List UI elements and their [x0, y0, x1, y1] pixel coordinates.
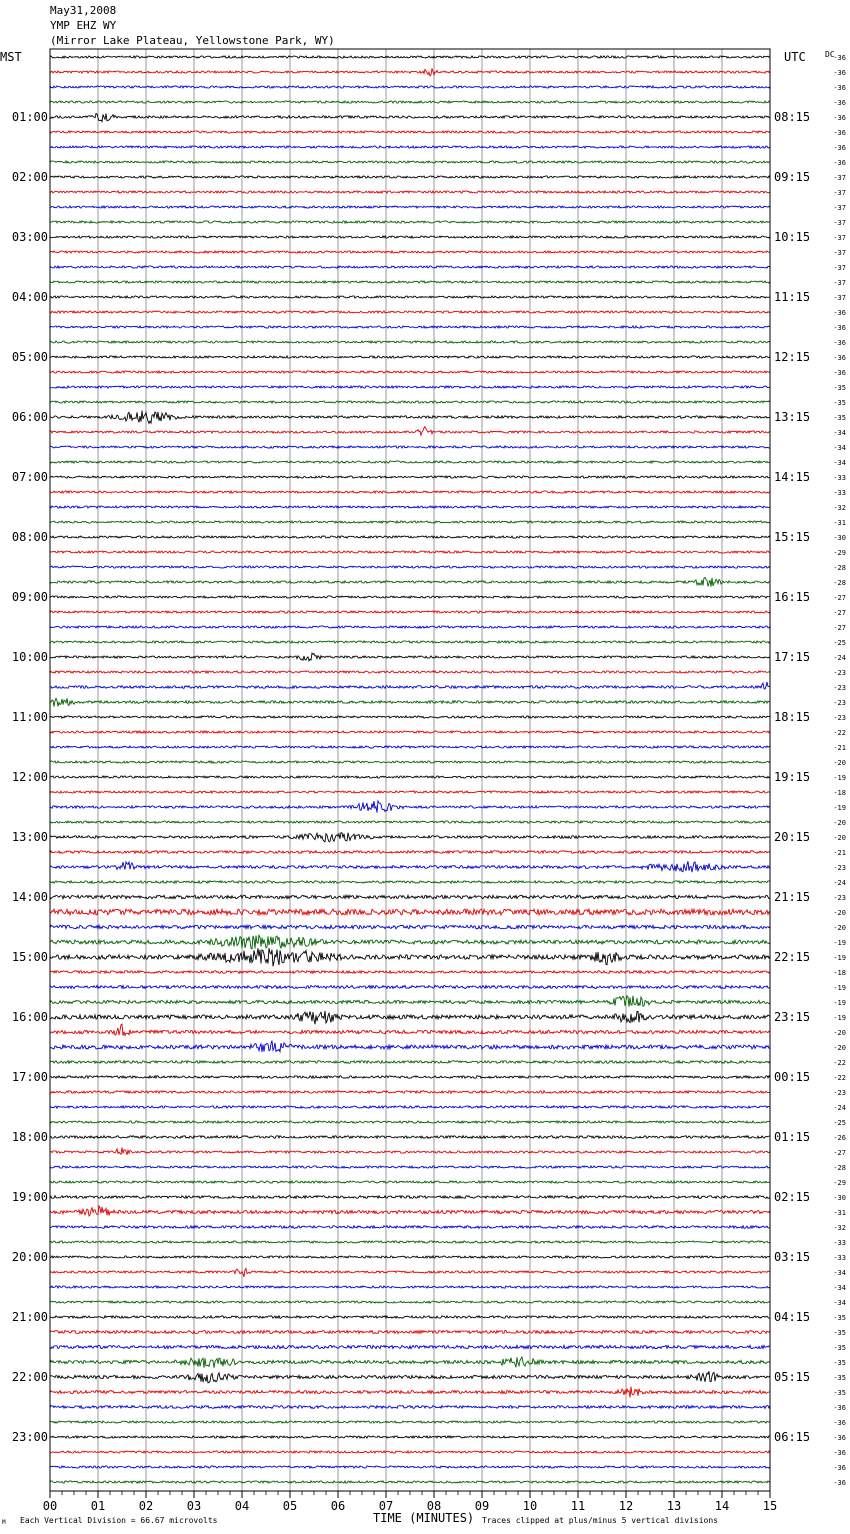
x-tick-label: 01: [90, 1499, 106, 1513]
utc-hour-label: 10:15: [774, 230, 811, 244]
mst-hour-label: 18:00: [11, 1130, 48, 1144]
seismic-trace: [50, 536, 770, 538]
dc-offset-label: -23: [833, 1089, 846, 1097]
seismic-trace: [50, 746, 770, 748]
seismic-trace: [50, 1371, 770, 1383]
utc-hour-label: 21:15: [774, 890, 811, 904]
x-tick-label: 07: [378, 1499, 394, 1513]
dc-offset-label: -36: [833, 1464, 846, 1472]
dc-offset-label: -36: [833, 159, 846, 167]
seismic-trace: [50, 114, 770, 122]
dc-offset-label: -23: [833, 714, 846, 722]
dc-offset-label: -33: [833, 1254, 846, 1262]
seismic-trace: [50, 101, 770, 103]
dc-offset-label: -31: [833, 1209, 846, 1217]
dc-offset-label: -31: [833, 519, 846, 527]
dc-offset-label: -19: [833, 1014, 846, 1022]
mst-hour-label: 05:00: [11, 350, 48, 364]
dc-offset-label: -36: [833, 324, 846, 332]
dc-offset-label: -36: [833, 84, 846, 92]
dc-offset-label: -37: [833, 234, 846, 242]
dc-offset-label: -32: [833, 1224, 846, 1232]
dc-offset-label: -21: [833, 849, 846, 857]
seismic-trace: [50, 1466, 770, 1468]
x-tick-label: 09: [474, 1499, 490, 1513]
seismic-trace: [50, 386, 770, 388]
seismic-trace: [50, 236, 770, 238]
seismic-trace: [50, 1241, 770, 1243]
dc-offset-label: -19: [833, 984, 846, 992]
mst-hour-label: 07:00: [11, 470, 48, 484]
dc-offset-label: -25: [833, 1119, 846, 1127]
mst-hour-label: 08:00: [11, 530, 48, 544]
dc-offset-label: -20: [833, 1029, 846, 1037]
dc-offset-label: -36: [833, 1434, 846, 1442]
seismic-trace: [50, 446, 770, 448]
dc-offset-label: -34: [833, 459, 846, 467]
seismic-trace: [50, 461, 770, 463]
dc-offset-label: -35: [833, 384, 846, 392]
dc-offset-label: -36: [833, 144, 846, 152]
dc-offset-label: -37: [833, 279, 846, 287]
mst-hour-label: 11:00: [11, 710, 48, 724]
mst-hour-label: 19:00: [11, 1190, 48, 1204]
utc-hour-label: 18:15: [774, 710, 811, 724]
x-tick-label: 00: [42, 1499, 58, 1513]
dc-offset-label: -20: [833, 924, 846, 932]
seismic-trace: [50, 1106, 770, 1108]
seismic-trace: [50, 935, 770, 949]
seismic-trace: [50, 716, 770, 718]
dc-offset-label: -20: [833, 759, 846, 767]
seismic-trace: [50, 341, 770, 343]
utc-hour-label: 14:15: [774, 470, 811, 484]
dc-offset-label: -28: [833, 579, 846, 587]
seismic-trace: [50, 1256, 770, 1258]
mst-hour-label: 02:00: [11, 170, 48, 184]
seismic-trace: [50, 146, 770, 148]
mst-hour-label: 01:00: [11, 110, 48, 124]
seismic-trace: [50, 176, 770, 178]
dc-offset-label: -35: [833, 1359, 846, 1367]
seismic-trace: [50, 1345, 770, 1348]
dc-offset-label: -36: [833, 1404, 846, 1412]
dc-offset-label: -24: [833, 879, 846, 887]
dc-offset-label: -34: [833, 444, 846, 452]
x-tick-label: 03: [186, 1499, 202, 1513]
seismic-trace: [50, 296, 770, 298]
utc-hour-label: 15:15: [774, 530, 811, 544]
dc-offset-label: -19: [833, 804, 846, 812]
seismic-trace: [50, 491, 770, 493]
seismic-trace: [50, 641, 770, 643]
dc-offset-label: -30: [833, 1194, 846, 1202]
seismic-trace: [50, 761, 770, 763]
seismic-trace: [50, 1147, 770, 1155]
utc-hour-label: 23:15: [774, 1010, 811, 1024]
seismic-trace: [50, 326, 770, 328]
dc-offset-label: -36: [833, 309, 846, 317]
seismic-trace: [50, 1121, 770, 1123]
seismic-trace: [50, 1011, 770, 1024]
dc-offset-label: -36: [833, 54, 846, 62]
seismic-trace: [50, 1061, 770, 1064]
seismic-trace: [50, 1166, 770, 1168]
seismic-trace: [50, 371, 770, 373]
seismic-trace: [50, 1286, 770, 1288]
dc-offset-label: -36: [833, 369, 846, 377]
seismic-trace: [50, 698, 770, 706]
utc-hour-label: 20:15: [774, 830, 811, 844]
dc-offset-label: -20: [833, 819, 846, 827]
seismic-trace: [50, 1076, 770, 1078]
x-tick-label: 14: [714, 1499, 730, 1513]
dc-offset-label: -27: [833, 609, 846, 617]
mst-hour-label: 21:00: [11, 1310, 48, 1324]
seismic-trace: [50, 791, 770, 793]
seismic-trace: [50, 671, 770, 673]
mst-hour-label: 09:00: [11, 590, 48, 604]
seismic-trace: [50, 895, 770, 899]
mst-hour-label: 06:00: [11, 410, 48, 424]
seismic-trace: [50, 311, 770, 313]
dc-offset-label: -36: [833, 1479, 846, 1487]
seismic-trace: [50, 1436, 770, 1438]
plot-date: May31,2008: [50, 4, 117, 17]
seismic-trace: [50, 356, 770, 358]
x-tick-label: 11: [570, 1499, 586, 1513]
utc-hour-label: 13:15: [774, 410, 811, 424]
seismic-trace: [50, 1136, 770, 1139]
dc-offset-label: -36: [833, 1419, 846, 1427]
seismic-trace: [50, 1406, 770, 1409]
seismic-trace: [50, 1357, 770, 1368]
plot-frame: [50, 49, 770, 1491]
seismic-trace: [50, 626, 770, 628]
x-tick-label: 05: [282, 1499, 298, 1513]
seismic-trace: [50, 996, 770, 1007]
dc-offset-label: -24: [833, 1104, 846, 1112]
dc-offset-label: -37: [833, 174, 846, 182]
dc-offset-label: -34: [833, 1284, 846, 1292]
x-tick-label: 04: [234, 1499, 250, 1513]
seismic-trace: [50, 1421, 770, 1423]
dc-label: DC: [825, 50, 835, 59]
mst-hour-label: 23:00: [11, 1430, 48, 1444]
mst-hour-label: 13:00: [11, 830, 48, 844]
dc-offset-label: -36: [833, 354, 846, 362]
dc-offset-label: -27: [833, 1149, 846, 1157]
seismic-trace: [50, 881, 770, 883]
dc-offset-label: -35: [833, 1389, 846, 1397]
utc-hour-label: 19:15: [774, 770, 811, 784]
seismic-trace: [50, 861, 770, 872]
seismic-trace: [50, 1268, 770, 1276]
dc-offset-label: -37: [833, 294, 846, 302]
mst-hour-label: 22:00: [11, 1370, 48, 1384]
seismic-trace: [50, 1481, 770, 1483]
dc-offset-label: -22: [833, 1059, 846, 1067]
utc-hour-label: 22:15: [774, 950, 811, 964]
utc-hour-label: 01:15: [774, 1130, 811, 1144]
seismic-trace: [50, 682, 770, 689]
seismic-trace: [50, 86, 770, 88]
seismic-trace: [50, 1226, 770, 1229]
mst-zone-label: MST: [0, 50, 22, 64]
seismic-trace: [50, 948, 770, 966]
dc-offset-label: -33: [833, 489, 846, 497]
dc-offset-label: -23: [833, 669, 846, 677]
utc-hour-label: 03:15: [774, 1250, 811, 1264]
seismic-trace: [50, 476, 770, 478]
dc-offset-label: -20: [833, 909, 846, 917]
seismic-trace: [50, 131, 770, 133]
dc-offset-label: -28: [833, 1164, 846, 1172]
utc-hour-label: 02:15: [774, 1190, 811, 1204]
seismic-trace: [50, 251, 770, 253]
seismic-trace: [50, 1387, 770, 1398]
dc-offset-label: -23: [833, 684, 846, 692]
seismic-trace: [50, 596, 770, 598]
seismic-trace: [50, 1206, 770, 1216]
seismic-trace: [50, 925, 770, 929]
seismic-trace: [50, 68, 770, 76]
x-tick-label: 13: [666, 1499, 682, 1513]
dc-offset-label: -37: [833, 219, 846, 227]
dc-offset-label: -18: [833, 969, 846, 977]
seismic-trace: [50, 191, 770, 193]
mst-hour-label: 20:00: [11, 1250, 48, 1264]
utc-hour-label: 12:15: [774, 350, 811, 364]
dc-offset-label: -35: [833, 1329, 846, 1337]
dc-offset-label: -36: [833, 99, 846, 107]
seismic-trace: [50, 427, 770, 436]
seismic-trace: [50, 909, 770, 915]
dc-offset-label: -36: [833, 69, 846, 77]
x-tick-label: 10: [522, 1499, 538, 1513]
seismic-trace: [50, 56, 770, 58]
mst-hour-label: 04:00: [11, 290, 48, 304]
seismic-trace: [50, 1330, 770, 1333]
dc-offset-label: -35: [833, 1344, 846, 1352]
seismic-trace: [50, 731, 770, 733]
dc-offset-label: -22: [833, 1074, 846, 1082]
seismic-trace: [50, 161, 770, 163]
seismic-trace: [50, 206, 770, 208]
station-code: YMP EHZ WY: [50, 19, 117, 32]
x-tick-label: 15: [762, 1499, 778, 1513]
dc-offset-label: -22: [833, 729, 846, 737]
dc-offset-label: -33: [833, 474, 846, 482]
dc-offset-label: -18: [833, 789, 846, 797]
dc-offset-label: -30: [833, 534, 846, 542]
x-tick-label: 12: [618, 1499, 634, 1513]
seismic-trace: [50, 266, 770, 268]
dc-offset-label: -37: [833, 249, 846, 257]
utc-hour-label: 06:15: [774, 1430, 811, 1444]
mst-hour-label: 03:00: [11, 230, 48, 244]
dc-offset-label: -35: [833, 414, 846, 422]
seismic-trace: [50, 971, 770, 974]
scale-note: Each Vertical Division = 66.67 microvolts: [20, 1516, 218, 1525]
x-tick-label: 02: [138, 1499, 154, 1513]
dc-offset-label: -20: [833, 1044, 846, 1052]
utc-zone-label: UTC: [784, 50, 806, 64]
seismic-trace: [50, 521, 770, 523]
utc-hour-label: 17:15: [774, 650, 811, 664]
dc-offset-label: -21: [833, 744, 846, 752]
seismic-trace: [50, 1301, 770, 1303]
dc-offset-label: -35: [833, 399, 846, 407]
x-axis-title: TIME (MINUTES): [373, 1511, 475, 1525]
dc-offset-label: -19: [833, 774, 846, 782]
seismic-trace: [50, 611, 770, 613]
mst-hour-label: 12:00: [11, 770, 48, 784]
seismic-trace: [50, 1316, 770, 1318]
dc-offset-label: -28: [833, 564, 846, 572]
seismic-trace: [50, 578, 770, 587]
corner-mark: M: [2, 1519, 6, 1526]
mst-hour-label: 16:00: [11, 1010, 48, 1024]
utc-hour-label: 04:15: [774, 1310, 811, 1324]
dc-offset-label: -20: [833, 834, 846, 842]
seismic-trace: [50, 401, 770, 403]
dc-offset-label: -33: [833, 1239, 846, 1247]
seismic-trace: [50, 221, 770, 223]
seismic-trace: [50, 1181, 770, 1183]
mst-hour-label: 10:00: [11, 650, 48, 664]
seismic-trace: [50, 506, 770, 508]
dc-offset-label: -19: [833, 954, 846, 962]
dc-offset-label: -29: [833, 1179, 846, 1187]
seismic-trace: [50, 1041, 770, 1052]
station-location: (Mirror Lake Plateau, Yellowstone Park, WY): [50, 34, 335, 47]
seismic-trace: [50, 985, 770, 988]
dc-offset-label: -37: [833, 189, 846, 197]
mst-hour-label: 17:00: [11, 1070, 48, 1084]
utc-hour-label: 16:15: [774, 590, 811, 604]
seismic-trace: [50, 821, 770, 823]
dc-offset-label: -26: [833, 1134, 846, 1142]
dc-offset-label: -24: [833, 654, 846, 662]
seismic-trace: [50, 1091, 770, 1093]
dc-offset-label: -37: [833, 264, 846, 272]
dc-offset-label: -35: [833, 1374, 846, 1382]
utc-hour-label: 05:15: [774, 1370, 811, 1384]
seismic-trace: [50, 566, 770, 568]
dc-offset-label: -34: [833, 429, 846, 437]
clip-note: Traces clipped at plus/minus 5 vertical divisions: [482, 1516, 719, 1525]
dc-offset-label: -25: [833, 639, 846, 647]
dc-offset-label: -36: [833, 339, 846, 347]
dc-offset-label: -23: [833, 699, 846, 707]
seismic-trace: [50, 551, 770, 553]
mst-hour-label: 14:00: [11, 890, 48, 904]
dc-offset-label: -36: [833, 129, 846, 137]
dc-offset-label: -36: [833, 1449, 846, 1457]
dc-offset-label: -27: [833, 594, 846, 602]
seismic-trace: [50, 1451, 770, 1453]
mst-hour-label: 15:00: [11, 950, 48, 964]
utc-hour-label: 09:15: [774, 170, 811, 184]
seismic-trace: [50, 1196, 770, 1199]
dc-offset-label: -23: [833, 894, 846, 902]
seismic-trace: [50, 411, 770, 424]
dc-offset-label: -37: [833, 204, 846, 212]
utc-hour-label: 08:15: [774, 110, 811, 124]
seismic-trace: [50, 851, 770, 854]
x-tick-label: 08: [426, 1499, 442, 1513]
dc-offset-label: -29: [833, 549, 846, 557]
dc-offset-label: -23: [833, 864, 846, 872]
dc-offset-label: -36: [833, 114, 846, 122]
seismic-trace: [50, 653, 770, 661]
dc-offset-label: -27: [833, 624, 846, 632]
x-tick-label: 06: [330, 1499, 346, 1513]
seismic-trace: [50, 1024, 770, 1036]
dc-offset-label: -35: [833, 1314, 846, 1322]
seismic-trace: [50, 281, 770, 283]
seismic-trace: [50, 776, 770, 778]
dc-offset-label: -19: [833, 999, 846, 1007]
seismic-trace: [50, 801, 770, 813]
dc-offset-label: -34: [833, 1269, 846, 1277]
utc-hour-label: 11:15: [774, 290, 811, 304]
dc-offset-label: -19: [833, 939, 846, 947]
seismic-trace: [50, 833, 770, 842]
dc-offset-label: -34: [833, 1299, 846, 1307]
dc-offset-label: -32: [833, 504, 846, 512]
utc-hour-label: 00:15: [774, 1070, 811, 1084]
